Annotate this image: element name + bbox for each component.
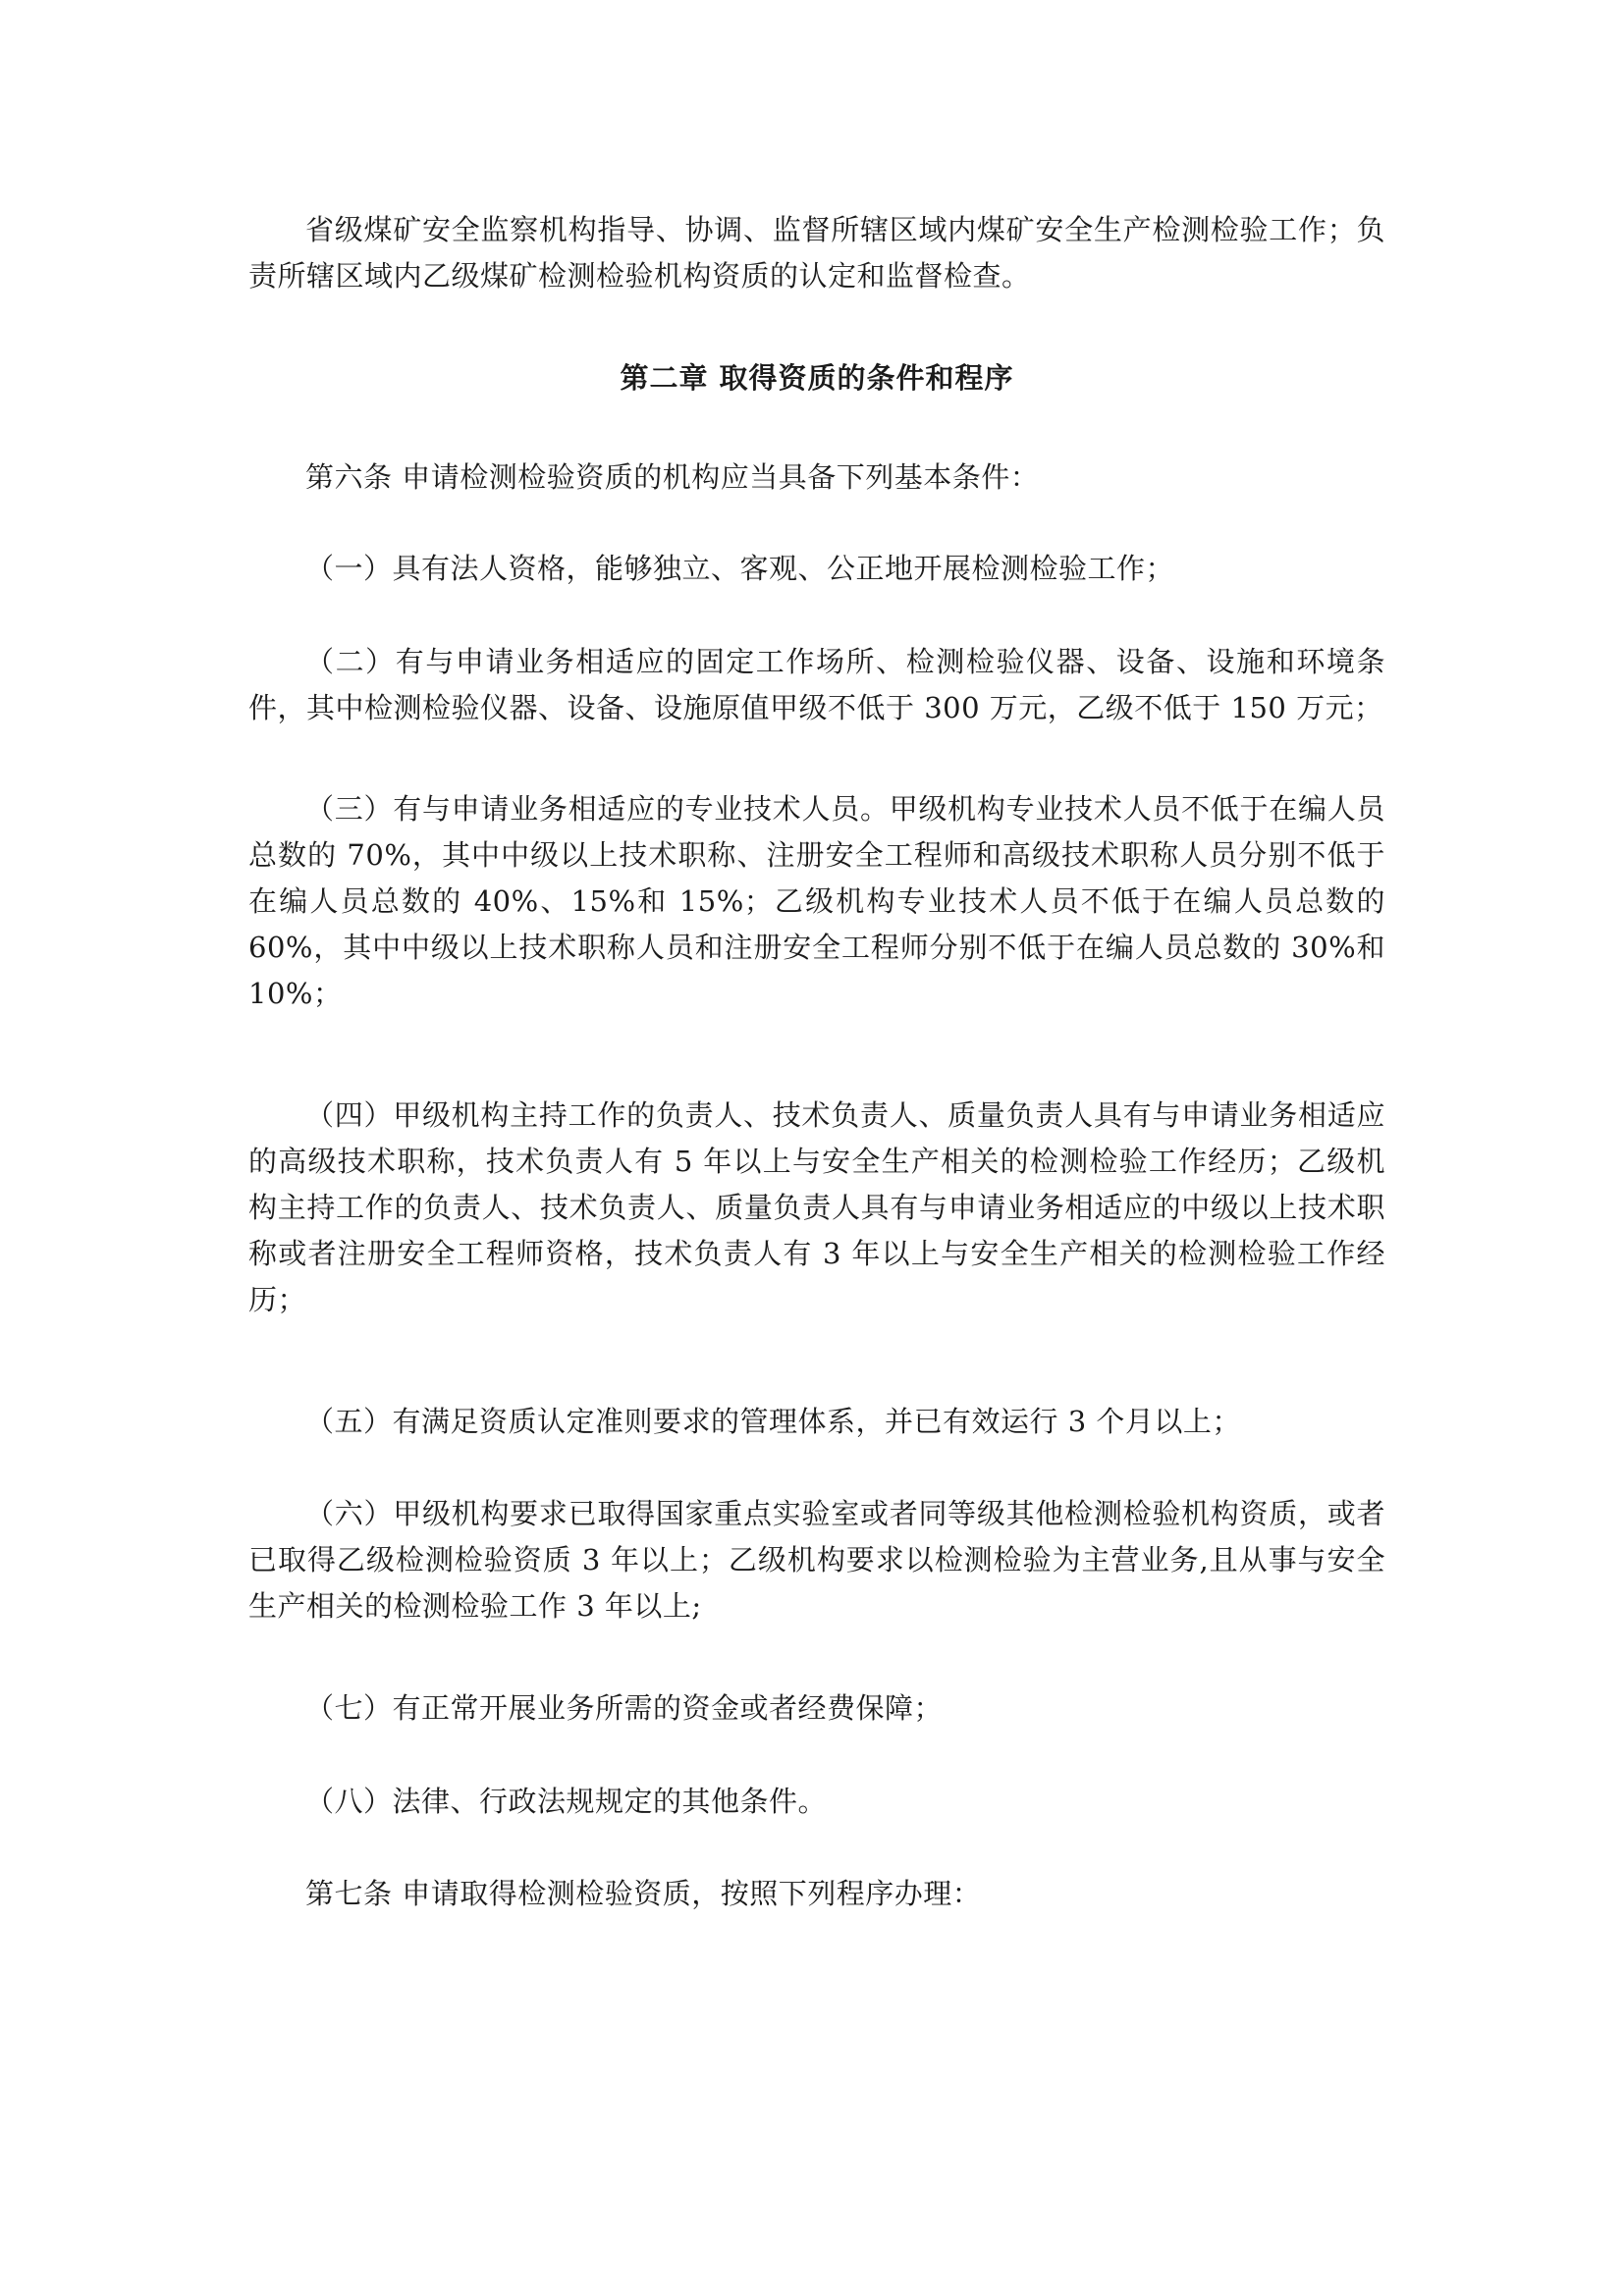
condition-3: （三）有与申请业务相适应的专业技术人员。甲级机构专业技术人员不低于在编人员总数的 70%，其中中级以上技术职称、注册安全工程师和高级技术职称人员分别不低于在编人员总数的 40%、15%和 15%；乙级机构专业技术人员不低于在编人员总数的 60%，其中中级以上技术职称人员和注册安全工程师分别不低于在编人员总数的 30%和 10%； [248,792,1385,1010]
article-6-heading: 第六条 申请检测检验资质的机构应当具备下列基本条件： [305,460,1040,494]
condition-7: （七）有正常开展业务所需的资金或者经费保障； [305,1691,944,1725]
condition-6: （六）甲级机构要求已取得国家重点实验室或者同等级其他检测检验机构资质，或者已取得乙级检测检验资质 3 年以上；乙级机构要求以检测检验为主营业务,且从事与安全生产相关的检测检验工作 3 年以上; [248,1497,1385,1623]
condition-1: （一）具有法人资格，能够独立、客观、公正地开展检测检验工作； [305,552,1175,585]
condition-8: （八）法律、行政法规规定的其他条件。 [305,1785,828,1818]
condition-2: （二）有与申请业务相适应的固定工作场所、检测检验仪器、设备、设施和环境条件，其中检测检验仪器、设备、设施原值甲级不低于 300 万元，乙级不低于 150 万元； [248,645,1385,724]
condition-5: （五）有满足资质认定准则要求的管理体系，并已有效运行 3 个月以上； [305,1405,1241,1438]
condition-4: （四）甲级机构主持工作的负责人、技术负责人、质量负责人具有与申请业务相适应的高级技术职称，技术负责人有 5 年以上与安全生产相关的检测检验工作经历；乙级机构主持工作的负责人、技术负责人、质量负责人具有与申请业务相适应的中级以上技术职称或者注册安全工程师资格，技术负责人有 3 年以上与安全生产相关的检测检验工作经历； [248,1098,1385,1316]
chapter-title: 第二章 取得资质的条件和程序 [620,361,1014,395]
article-7-heading: 第七条 申请取得检测检验资质，按照下列程序办理： [305,1877,982,1910]
intro-paragraph: 省级煤矿安全监察机构指导、协调、监督所辖区域内煤矿安全生产检测检验工作；负责所辖区域内乙级煤矿检测检验机构资质的认定和监督检查。 [248,213,1385,293]
